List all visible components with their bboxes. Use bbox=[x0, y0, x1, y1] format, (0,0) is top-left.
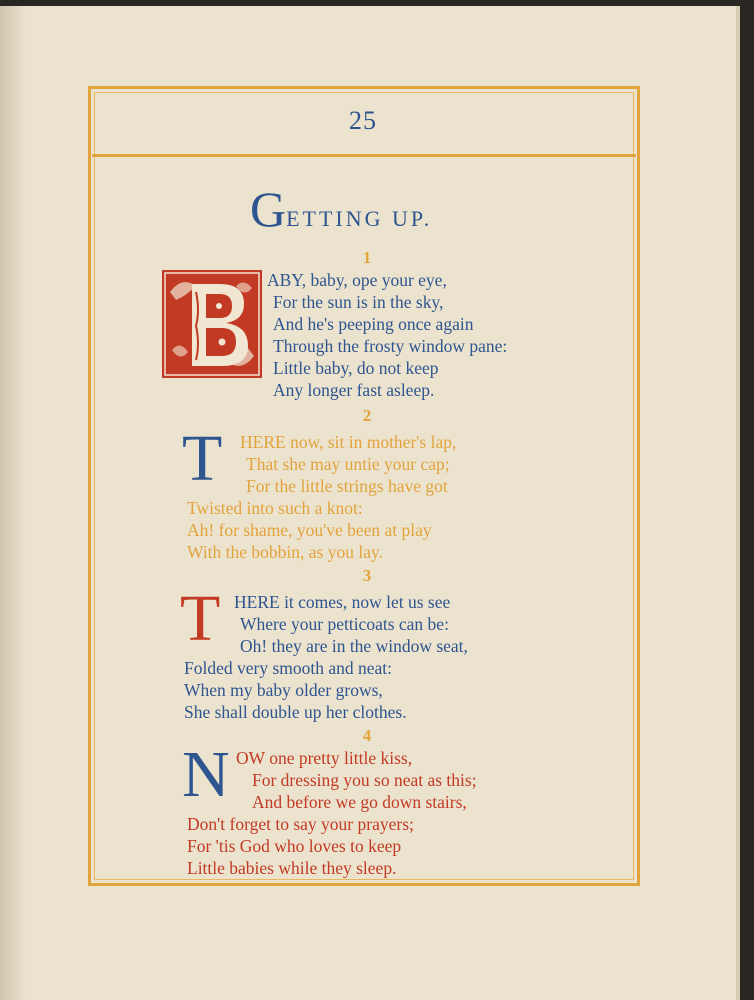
stanza-3-line-6: She shall double up her clothes. bbox=[184, 702, 407, 722]
stanza-4-line-6: Little babies while they sleep. bbox=[187, 858, 397, 878]
poem-title bbox=[250, 181, 433, 237]
stanza-3-line-3: Oh! they are in the window seat, bbox=[240, 636, 468, 656]
title-rest: ETTING UP. bbox=[286, 206, 433, 231]
stanza-3-line-1: HERE it comes, now let us see bbox=[234, 592, 451, 612]
stanza-1-line-6: Any longer fast asleep. bbox=[273, 380, 435, 400]
stanza-3-line-4: Folded very smooth and neat: bbox=[184, 658, 393, 678]
stanza-3-line-5: When my baby older grows, bbox=[184, 680, 383, 700]
stanza-4-line-4: Don't forget to say your prayers; bbox=[187, 814, 414, 834]
stanza-4-line-5: For 'tis God who loves to keep bbox=[187, 836, 402, 856]
book-page bbox=[0, 6, 740, 1000]
stanza-1-number: 1 bbox=[362, 248, 372, 267]
stanza-2-line-2: That she may untie your cap; bbox=[246, 454, 450, 474]
stanza-3-line-2: Where your petticoats can be: bbox=[240, 614, 449, 634]
header-rule bbox=[92, 154, 636, 157]
ornamental-b-initial bbox=[162, 270, 262, 378]
stanza-2-line-6: With the bobbin, as you lay. bbox=[187, 542, 383, 562]
stanza-4-line-1: OW one pretty little kiss, bbox=[236, 748, 413, 768]
page-edge bbox=[736, 6, 740, 1000]
stanza-3-number: 3 bbox=[362, 566, 372, 585]
stanza-1-line-5: Little baby, do not keep bbox=[273, 358, 439, 378]
page-number: 25 bbox=[349, 106, 377, 135]
stanza-1-line-4: Through the frosty window pane: bbox=[273, 336, 508, 356]
stanza-2-number: 2 bbox=[362, 406, 372, 425]
stanza-1-line-3: And he's peeping once again bbox=[273, 314, 474, 334]
stanza-4-line-3: And before we go down stairs, bbox=[252, 792, 467, 812]
stanza-3-initial: T bbox=[180, 582, 221, 655]
stanza-4-line-2: For dressing you so neat as this; bbox=[252, 770, 477, 790]
stanza-1-line-1: ABY, baby, ope your eye, bbox=[267, 270, 447, 290]
stanza-2-initial: T bbox=[182, 422, 223, 495]
title-initial: G bbox=[250, 181, 287, 237]
stanza-1-line-2: For the sun is in the sky, bbox=[273, 292, 444, 312]
stanza-2-line-5: Ah! for shame, you've been at play bbox=[187, 520, 432, 540]
stanza-4-number: 4 bbox=[362, 726, 372, 745]
stanza-2-line-4: Twisted into such a knot: bbox=[187, 498, 363, 518]
stanza-2-line-1: HERE now, sit in mother's lap, bbox=[240, 432, 457, 452]
stanza-2-line-3: For the little strings have got bbox=[246, 476, 448, 496]
stanza-4-initial: N bbox=[182, 738, 230, 811]
page-gutter-shadow bbox=[0, 6, 26, 1000]
